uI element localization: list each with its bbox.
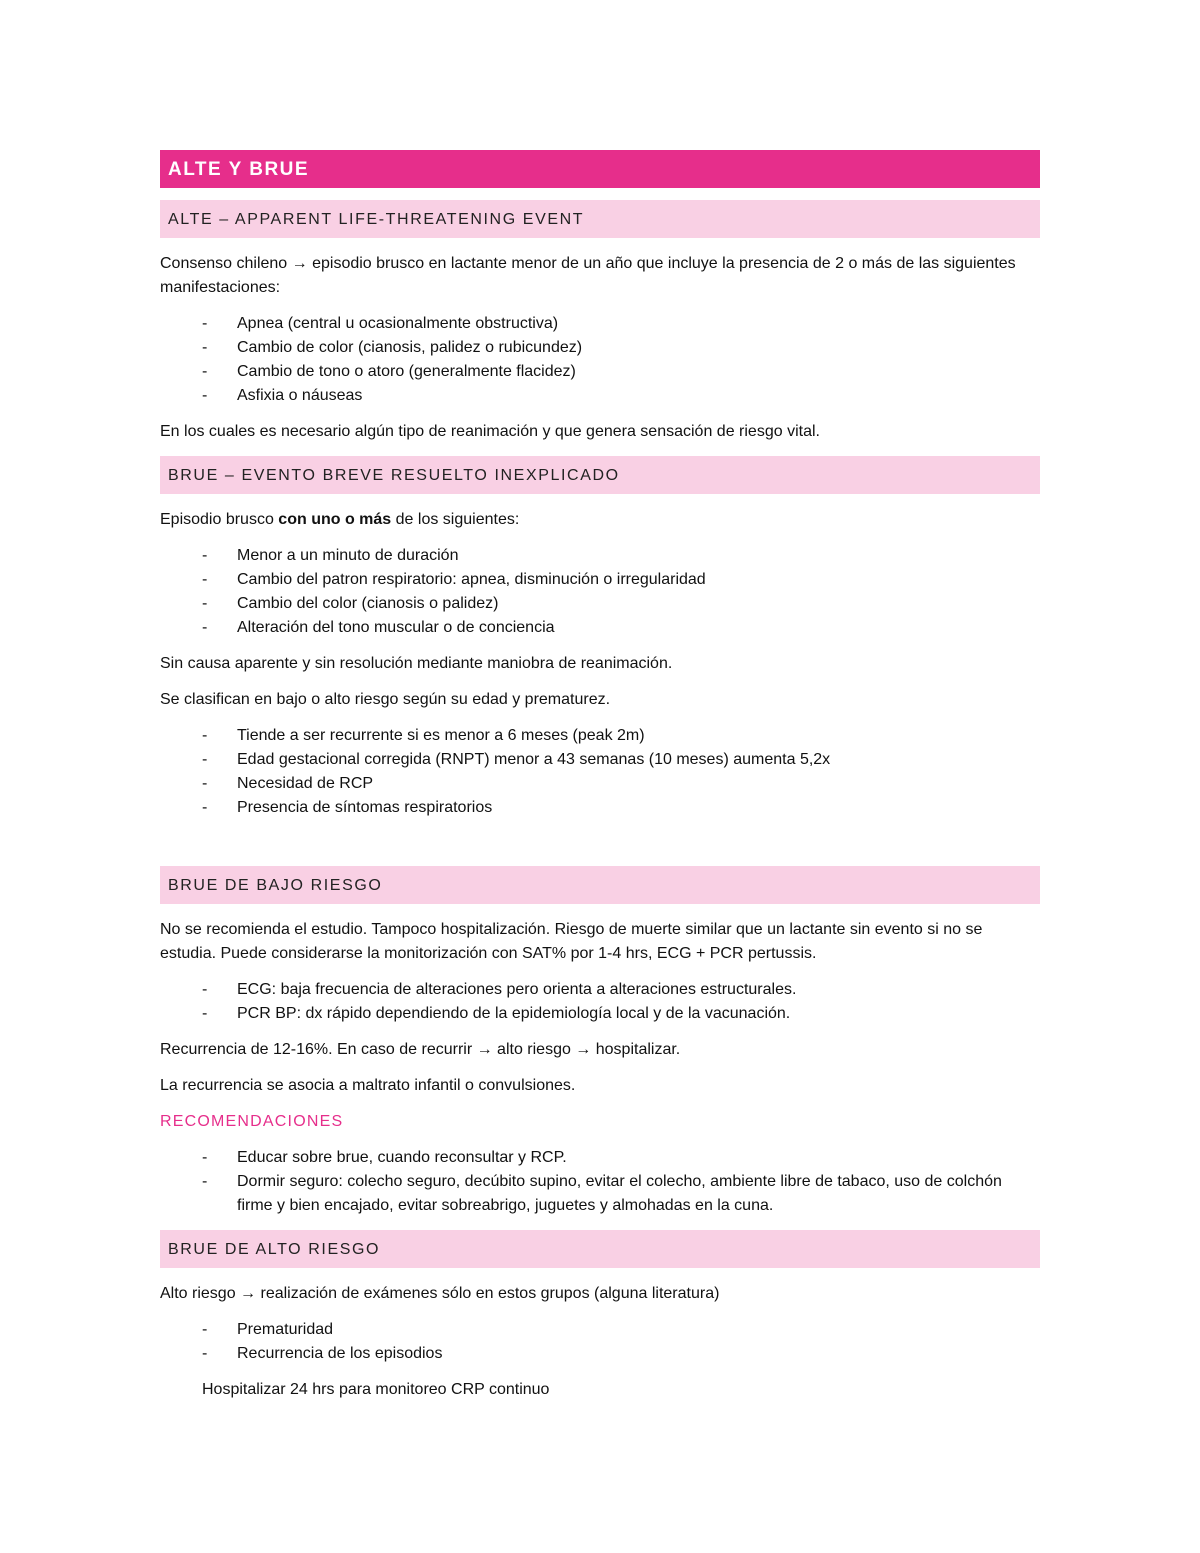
section-heading-brue: BRUE – EVENTO BREVE RESUELTO INEXPLICADO [160,456,1040,494]
alte-closing: En los cuales es necesario algún tipo de reanimación y que genera sensación de riesgo vital. [160,423,820,440]
brue-risk-list [160,724,1040,820]
brue-list [160,544,1040,640]
section-heading-bajo-riesgo: BRUE DE BAJO RIESGO [160,866,1040,904]
brue-intro [160,508,1040,532]
bajo-para1: Recurrencia de 12-16%. En caso de recurrir → alto riesgo → hospitalizar. [160,1041,681,1058]
list-item: - Dormir seguro: colecho seguro, decúbito supino, evitar el colecho, ambiente libre de tabaco, uso de colchón firme y bien encajado, evitar sobreabrigo, juguetes y almohadas en la cuna. [160,1170,1040,1218]
list-item: - Recurrencia de los episodios [160,1342,1040,1366]
bajo-para2: La recurrencia se asocia a maltrato infantil o convulsiones. [160,1077,576,1094]
list-item: - Apnea (central u ocasionalmente obstructiva) [160,312,1040,336]
list-item: - Tiende a ser recurrente si es menor a 6 meses (peak 2m) [160,724,1040,748]
list-item: - Necesidad de RCP [160,772,1040,796]
list-item: - ECG: baja frecuencia de alteraciones pero orienta a alteraciones estructurales. [160,978,1040,1002]
bajo-intro: No se recomienda el estudio. Tampoco hospitalización. Riesgo de muerte similar que un lactante sin evento si no se estudia. Puede considerarse la monitorización con SAT% por 1-4 hrs, ECG + PCR pertussis. [160,921,983,962]
brue-intro-pre: Episodio brusco [160,511,279,528]
bajo-list [160,978,1040,1026]
list-item: - Educar sobre brue, cuando reconsultar y RCP. [160,1146,1040,1170]
list-item: - Alteración del tono muscular o de conciencia [160,616,1040,640]
alte-list [160,312,1040,408]
list-item: - Cambio de color (cianosis, palidez o rubicundez) [160,336,1040,360]
brue-intro-post: de los siguientes: [391,511,520,528]
alte-intro: Consenso chileno → episodio brusco en lactante menor de un año que incluye la presencia de 2 o más de las siguientes manifestaciones: [160,255,1016,296]
document-title: ALTE Y BRUE [160,150,1040,188]
list-item: - Presencia de síntomas respiratorios [160,796,1040,820]
document-page [160,150,1040,1414]
section-heading-alto-riesgo: BRUE DE ALTO RIESGO [160,1230,1040,1268]
list-item: - Cambio de tono o atoro (generalmente flacidez) [160,360,1040,384]
list-item: - Asfixia o náuseas [160,384,1040,408]
list-item: - PCR BP: dx rápido dependiendo de la epidemiología local y de la vacunación. [160,1002,1040,1026]
recomendaciones-heading: RECOMENDACIONES [160,1113,344,1130]
list-item: - Cambio del patron respiratorio: apnea, disminución o irregularidad [160,568,1040,592]
alto-intro: Alto riesgo → realización de exámenes sólo en estos grupos (alguna literatura) [160,1285,720,1302]
list-item: - Menor a un minuto de duración [160,544,1040,568]
section-heading-alte: ALTE – APPARENT LIFE-THREATENING EVENT [160,200,1040,238]
brue-intro-bold: con uno o más [278,511,392,528]
alto-list [160,1318,1040,1366]
brue-para2: Se clasifican en bajo o alto riesgo según su edad y prematurez. [160,691,611,708]
recomendaciones-list [160,1146,1040,1218]
list-item: - Cambio del color (cianosis o palidez) [160,592,1040,616]
alto-closing: Hospitalizar 24 hrs para monitoreo CRP continuo [202,1381,550,1398]
brue-para1: Sin causa aparente y sin resolución mediante maniobra de reanimación. [160,655,673,672]
list-item: - Edad gestacional corregida (RNPT) menor a 43 semanas (10 meses) aumenta 5,2x [160,748,1040,772]
list-item: - Prematuridad [160,1318,1040,1342]
